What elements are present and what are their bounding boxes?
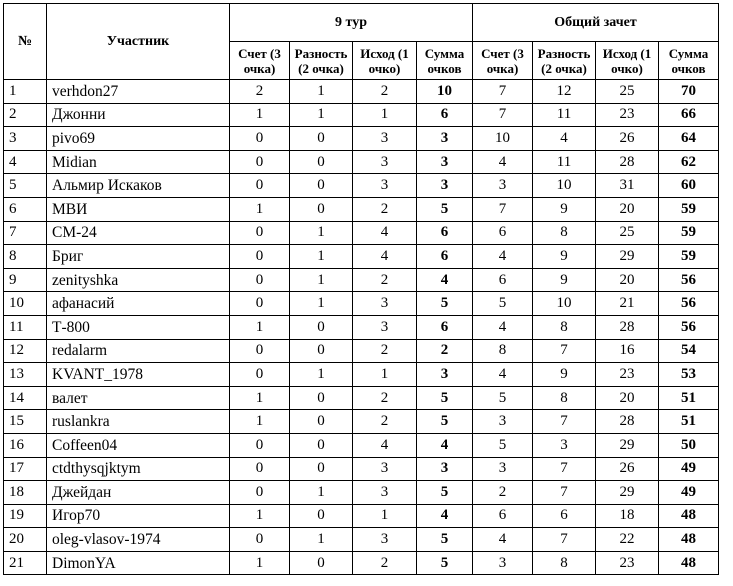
round-sum: 4 [417, 268, 473, 292]
round-difference: 0 [290, 433, 353, 457]
total-sum: 49 [659, 457, 719, 481]
round-score: 0 [230, 457, 290, 481]
participant-name: Бриг [47, 245, 230, 269]
total-difference: 9 [533, 363, 596, 387]
header-total-score: Счет (3 очка) [473, 42, 533, 80]
round-score: 1 [230, 197, 290, 221]
participant-name: валет [47, 386, 230, 410]
round-sum: 3 [417, 457, 473, 481]
round-sum: 3 [417, 150, 473, 174]
total-sum: 54 [659, 339, 719, 363]
round-difference: 1 [290, 481, 353, 505]
round-outcome: 3 [353, 127, 417, 151]
total-score: 3 [473, 174, 533, 198]
total-difference: 4 [533, 127, 596, 151]
table-row [4, 174, 719, 198]
table-row [4, 268, 719, 292]
table-row [4, 504, 719, 528]
table-row [4, 103, 719, 127]
total-outcome: 28 [596, 150, 659, 174]
total-difference: 7 [533, 339, 596, 363]
round-difference: 1 [290, 103, 353, 127]
total-outcome: 23 [596, 363, 659, 387]
round-sum: 5 [417, 292, 473, 316]
round-difference: 1 [290, 80, 353, 104]
round-score: 0 [230, 245, 290, 269]
round-sum: 4 [417, 504, 473, 528]
round-outcome: 2 [353, 339, 417, 363]
table-row [4, 386, 719, 410]
round-sum: 5 [417, 410, 473, 434]
total-outcome: 26 [596, 457, 659, 481]
total-score: 6 [473, 268, 533, 292]
total-sum: 66 [659, 103, 719, 127]
total-difference: 9 [533, 268, 596, 292]
total-outcome: 23 [596, 551, 659, 575]
total-outcome: 28 [596, 410, 659, 434]
total-difference: 3 [533, 433, 596, 457]
round-sum: 3 [417, 174, 473, 198]
round-difference: 0 [290, 339, 353, 363]
header-total-group: Общий зачет [473, 4, 719, 42]
total-outcome: 22 [596, 528, 659, 552]
participant-name: Midian [47, 150, 230, 174]
total-difference: 8 [533, 551, 596, 575]
total-difference: 10 [533, 174, 596, 198]
round-sum: 6 [417, 103, 473, 127]
total-sum: 70 [659, 80, 719, 104]
round-outcome: 2 [353, 197, 417, 221]
total-difference: 7 [533, 481, 596, 505]
table-row [4, 221, 719, 245]
total-difference: 10 [533, 292, 596, 316]
table-row [4, 150, 719, 174]
round-sum: 3 [417, 363, 473, 387]
table-row [4, 363, 719, 387]
round-sum: 10 [417, 80, 473, 104]
participant-name: KVANT_1978 [47, 363, 230, 387]
round-outcome: 1 [353, 504, 417, 528]
row-number: 6 [4, 197, 47, 221]
participant-name: ctdthysqjktym [47, 457, 230, 481]
header-round-sum: Сумма очков [417, 42, 473, 80]
table-row [4, 245, 719, 269]
total-score: 7 [473, 197, 533, 221]
round-sum: 6 [417, 245, 473, 269]
round-score: 0 [230, 150, 290, 174]
total-sum: 59 [659, 197, 719, 221]
total-sum: 59 [659, 245, 719, 269]
participant-name: Т-800 [47, 315, 230, 339]
row-number: 9 [4, 268, 47, 292]
round-sum: 5 [417, 528, 473, 552]
total-sum: 48 [659, 551, 719, 575]
participant-name: СМ-24 [47, 221, 230, 245]
table-row [4, 457, 719, 481]
round-difference: 1 [290, 292, 353, 316]
round-sum: 5 [417, 551, 473, 575]
total-sum: 51 [659, 386, 719, 410]
round-score: 0 [230, 528, 290, 552]
header-round-outcome: Исход (1 очко) [353, 42, 417, 80]
round-outcome: 2 [353, 410, 417, 434]
total-outcome: 21 [596, 292, 659, 316]
round-score: 1 [230, 551, 290, 575]
total-outcome: 31 [596, 174, 659, 198]
round-sum: 2 [417, 339, 473, 363]
total-sum: 48 [659, 528, 719, 552]
participant-name: Альмир Искаков [47, 174, 230, 198]
round-difference: 0 [290, 551, 353, 575]
total-sum: 50 [659, 433, 719, 457]
round-difference: 0 [290, 127, 353, 151]
row-number: 14 [4, 386, 47, 410]
table-row [4, 433, 719, 457]
round-sum: 6 [417, 315, 473, 339]
round-score: 1 [230, 504, 290, 528]
total-sum: 49 [659, 481, 719, 505]
total-score: 8 [473, 339, 533, 363]
round-difference: 0 [290, 410, 353, 434]
total-outcome: 28 [596, 315, 659, 339]
row-number: 2 [4, 103, 47, 127]
total-score: 2 [473, 481, 533, 505]
participant-name: Джейдан [47, 481, 230, 505]
row-number: 5 [4, 174, 47, 198]
round-sum: 4 [417, 433, 473, 457]
participant-name: oleg-vlasov-1974 [47, 528, 230, 552]
round-difference: 0 [290, 150, 353, 174]
round-difference: 0 [290, 315, 353, 339]
participant-name: zenityshka [47, 268, 230, 292]
row-number: 3 [4, 127, 47, 151]
header-round-group: 9 тур [230, 4, 473, 42]
row-number: 8 [4, 245, 47, 269]
row-number: 10 [4, 292, 47, 316]
total-score: 6 [473, 221, 533, 245]
total-outcome: 29 [596, 481, 659, 505]
total-difference: 8 [533, 386, 596, 410]
round-difference: 0 [290, 197, 353, 221]
total-score: 5 [473, 386, 533, 410]
total-score: 7 [473, 80, 533, 104]
header-round-difference: Разность (2 очка) [290, 42, 353, 80]
round-score: 0 [230, 127, 290, 151]
round-outcome: 3 [353, 457, 417, 481]
participant-name: redalarm [47, 339, 230, 363]
total-outcome: 16 [596, 339, 659, 363]
round-score: 0 [230, 174, 290, 198]
row-number: 18 [4, 481, 47, 505]
table-row [4, 339, 719, 363]
standings-table [3, 3, 719, 575]
total-sum: 48 [659, 504, 719, 528]
total-score: 10 [473, 127, 533, 151]
round-score: 1 [230, 103, 290, 127]
total-score: 5 [473, 433, 533, 457]
round-sum: 5 [417, 386, 473, 410]
row-number: 20 [4, 528, 47, 552]
total-sum: 60 [659, 174, 719, 198]
round-score: 0 [230, 363, 290, 387]
total-sum: 62 [659, 150, 719, 174]
total-sum: 64 [659, 127, 719, 151]
total-difference: 9 [533, 197, 596, 221]
round-outcome: 3 [353, 174, 417, 198]
row-number: 21 [4, 551, 47, 575]
total-difference: 6 [533, 504, 596, 528]
header-number: № [4, 4, 47, 80]
total-sum: 56 [659, 268, 719, 292]
round-difference: 0 [290, 386, 353, 410]
total-difference: 9 [533, 245, 596, 269]
participant-name: ruslankra [47, 410, 230, 434]
participant-name: DimonYA [47, 551, 230, 575]
total-difference: 7 [533, 457, 596, 481]
round-difference: 1 [290, 528, 353, 552]
row-number: 12 [4, 339, 47, 363]
total-difference: 7 [533, 410, 596, 434]
round-score: 0 [230, 268, 290, 292]
participant-name: pivo69 [47, 127, 230, 151]
round-sum: 5 [417, 197, 473, 221]
round-score: 0 [230, 292, 290, 316]
round-outcome: 3 [353, 150, 417, 174]
total-sum: 56 [659, 315, 719, 339]
round-outcome: 2 [353, 551, 417, 575]
total-score: 3 [473, 410, 533, 434]
round-outcome: 2 [353, 386, 417, 410]
total-score: 4 [473, 315, 533, 339]
row-number: 1 [4, 80, 47, 104]
total-score: 4 [473, 528, 533, 552]
header-total-sum: Сумма очков [659, 42, 719, 80]
row-number: 16 [4, 433, 47, 457]
round-outcome: 4 [353, 245, 417, 269]
round-difference: 1 [290, 268, 353, 292]
total-sum: 56 [659, 292, 719, 316]
table-row [4, 551, 719, 575]
total-sum: 51 [659, 410, 719, 434]
round-outcome: 2 [353, 80, 417, 104]
participant-name: афанасий [47, 292, 230, 316]
header-participant: Участник [47, 4, 230, 80]
total-score: 3 [473, 457, 533, 481]
total-outcome: 23 [596, 103, 659, 127]
round-score: 0 [230, 433, 290, 457]
round-score: 1 [230, 386, 290, 410]
table-row [4, 410, 719, 434]
round-outcome: 3 [353, 292, 417, 316]
round-score: 0 [230, 339, 290, 363]
table-row [4, 80, 719, 104]
round-outcome: 4 [353, 221, 417, 245]
round-score: 1 [230, 315, 290, 339]
total-score: 4 [473, 363, 533, 387]
total-difference: 12 [533, 80, 596, 104]
total-outcome: 25 [596, 221, 659, 245]
row-number: 13 [4, 363, 47, 387]
row-number: 4 [4, 150, 47, 174]
round-difference: 0 [290, 457, 353, 481]
total-score: 5 [473, 292, 533, 316]
total-difference: 11 [533, 150, 596, 174]
row-number: 17 [4, 457, 47, 481]
participant-name: Джонни [47, 103, 230, 127]
round-outcome: 3 [353, 481, 417, 505]
table-row [4, 292, 719, 316]
round-outcome: 1 [353, 103, 417, 127]
round-outcome: 2 [353, 268, 417, 292]
total-difference: 8 [533, 315, 596, 339]
round-outcome: 4 [353, 433, 417, 457]
total-score: 7 [473, 103, 533, 127]
participant-name: Coffeen04 [47, 433, 230, 457]
round-outcome: 1 [353, 363, 417, 387]
total-score: 4 [473, 150, 533, 174]
row-number: 15 [4, 410, 47, 434]
total-outcome: 18 [596, 504, 659, 528]
header-total-outcome: Исход (1 очко) [596, 42, 659, 80]
total-score: 3 [473, 551, 533, 575]
table-row [4, 481, 719, 505]
total-outcome: 29 [596, 245, 659, 269]
row-number: 19 [4, 504, 47, 528]
table-body [4, 80, 719, 575]
table-row [4, 528, 719, 552]
round-sum: 5 [417, 481, 473, 505]
participant-name: МВИ [47, 197, 230, 221]
round-difference: 0 [290, 174, 353, 198]
round-score: 0 [230, 221, 290, 245]
participant-name: Игор70 [47, 504, 230, 528]
row-number: 7 [4, 221, 47, 245]
total-sum: 53 [659, 363, 719, 387]
total-difference: 7 [533, 528, 596, 552]
participant-name: verhdon27 [47, 80, 230, 104]
total-sum: 59 [659, 221, 719, 245]
header-total-difference: Разность (2 очка) [533, 42, 596, 80]
row-number: 11 [4, 315, 47, 339]
round-difference: 0 [290, 504, 353, 528]
round-difference: 1 [290, 245, 353, 269]
table-row [4, 127, 719, 151]
table-row [4, 315, 719, 339]
round-difference: 1 [290, 363, 353, 387]
round-outcome: 3 [353, 315, 417, 339]
round-score: 0 [230, 481, 290, 505]
total-score: 4 [473, 245, 533, 269]
total-outcome: 20 [596, 197, 659, 221]
total-outcome: 29 [596, 433, 659, 457]
table-row [4, 197, 719, 221]
total-outcome: 26 [596, 127, 659, 151]
round-sum: 6 [417, 221, 473, 245]
total-outcome: 25 [596, 80, 659, 104]
total-outcome: 20 [596, 268, 659, 292]
round-outcome: 3 [353, 528, 417, 552]
total-difference: 11 [533, 103, 596, 127]
total-score: 6 [473, 504, 533, 528]
round-difference: 1 [290, 221, 353, 245]
round-sum: 3 [417, 127, 473, 151]
round-score: 1 [230, 410, 290, 434]
total-difference: 8 [533, 221, 596, 245]
total-outcome: 20 [596, 386, 659, 410]
round-score: 2 [230, 80, 290, 104]
header-round-score: Счет (3 очка) [230, 42, 290, 80]
